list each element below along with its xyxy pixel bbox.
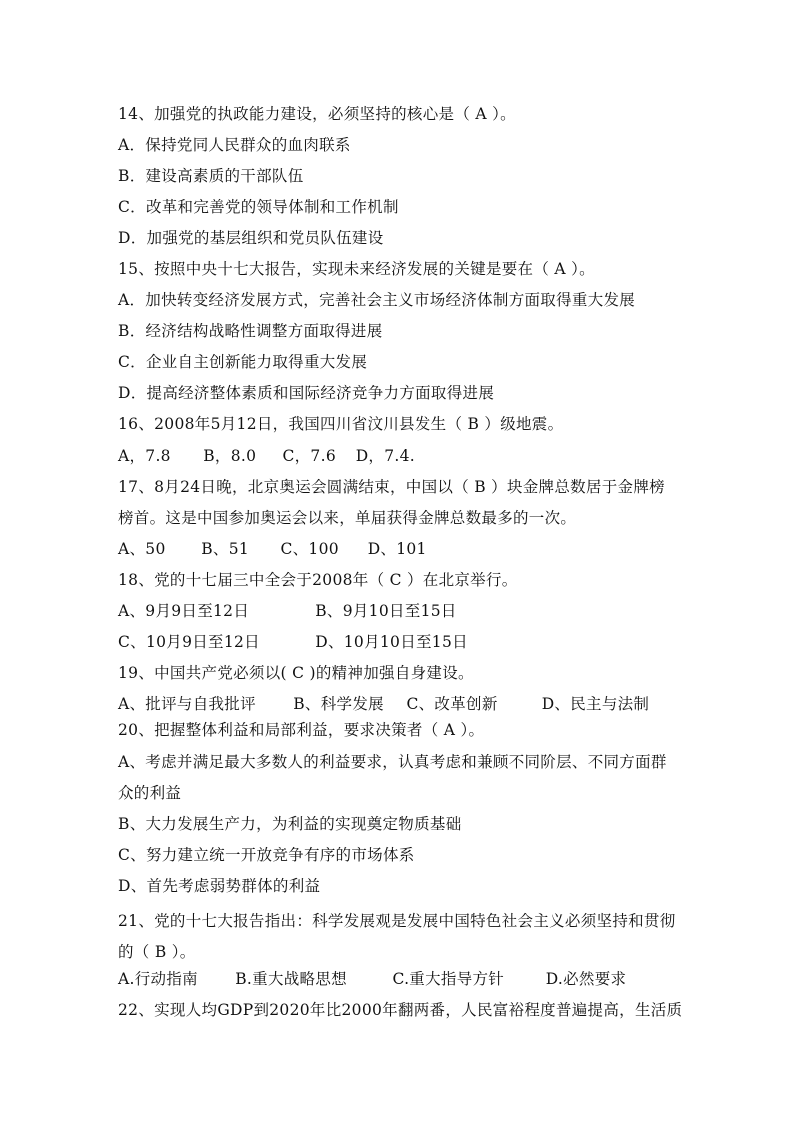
question-20-option-a-line-2: 众的利益	[118, 784, 182, 802]
question-20-option-b: B、大力发展生产力，为利益的实现奠定物质基础	[118, 815, 462, 833]
question-15-option-b: B．经济结构战略性调整方面取得进展	[118, 322, 383, 340]
question-20-option-c: C、努力建立统一开放竞争有序的市场体系	[118, 846, 415, 864]
question-18-option-c: C、10月9日至12日	[118, 633, 260, 651]
question-16-option-a: A，7.8	[118, 447, 171, 465]
question-18-option-d: D、10月10日至15日	[315, 633, 468, 651]
question-19-stem: 19、中国共产党必须以( C )的精神加强自身建设。	[118, 664, 474, 682]
question-18-stem: 18、党的十七届三中全会于2008年（ C ）在北京举行。	[118, 571, 518, 589]
question-16-option-b: B，8.0	[203, 447, 257, 465]
question-14-option-b: B．建设高素质的干部队伍	[118, 167, 304, 185]
question-14-option-a: A．保持党同人民群众的血肉联系	[118, 136, 351, 154]
question-17-option-c: C、100	[280, 540, 339, 558]
question-20-stem: 20、把握整体利益和局部利益，要求决策者（ A ）。	[118, 721, 485, 739]
question-17-stem-line-1: 17、8月24日晚，北京奥运会圆满结束，中国以（ B ）块金牌总数居于金牌榜	[118, 478, 665, 496]
question-17-options	[118, 539, 678, 559]
question-18-options-row-1	[118, 601, 678, 621]
question-17-stem-line-2: 榜首。这是中国参加奥运会以来，单届获得金牌总数最多的一次。	[118, 509, 577, 527]
question-15-option-a: A．加快转变经济发展方式，完善社会主义市场经济体制方面取得重大发展	[118, 291, 636, 309]
question-21-stem-line-2: 的（ B ）。	[118, 943, 196, 961]
question-21-option-b: B.重大战略思想	[235, 970, 347, 988]
question-15-option-d: D．提高经济整体素质和国际经济竞争力方面取得进展	[118, 384, 495, 402]
question-15-stem: 15、按照中央十七大报告，实现未来经济发展的关键是要在（ A ）。	[118, 260, 595, 278]
question-20-option-d: D、首先考虑弱势群体的利益	[118, 877, 321, 895]
question-19-option-d: D、民主与法制	[541, 695, 650, 713]
question-14-option-c: C．改革和完善党的领导体制和工作机制	[118, 198, 399, 216]
question-21-stem-line-1: 21、党的十七大报告指出：科学发展观是发展中国特色社会主义必须坚持和贯彻	[118, 912, 676, 930]
question-17-option-b: B、51	[201, 540, 250, 558]
question-19-options	[118, 694, 678, 714]
question-16-option-d: D，7.4.	[355, 447, 416, 465]
question-21-option-a: A.行动指南	[118, 970, 198, 988]
question-16-option-c: C，7.6	[282, 447, 336, 465]
question-14-stem: 14、加强党的执政能力建设，必须坚持的核心是（ A ）。	[118, 105, 516, 123]
question-21-option-d: D.必然要求	[545, 970, 627, 988]
question-14-option-d: D．加强党的基层组织和党员队伍建设	[118, 229, 384, 247]
question-17-option-a: A、50	[118, 540, 166, 558]
question-17-option-d: D、101	[367, 540, 427, 558]
question-21-options	[118, 969, 678, 989]
question-18-option-b: B、9月10日至15日	[315, 602, 457, 620]
question-21-option-c: C.重大指导方针	[392, 970, 505, 988]
question-18-option-a: A、9月9日至12日	[118, 602, 250, 620]
question-19-option-b: B、科学发展	[293, 695, 384, 713]
question-19-option-c: C、改革创新	[406, 695, 498, 713]
question-16-stem: 16、2008年5月12日，我国四川省汶川县发生（ B ）级地震。	[118, 415, 564, 433]
question-16-options	[118, 446, 678, 466]
question-20-option-a-line-1: A、考虑并满足最大多数人的利益要求，认真考虑和兼顾不同阶层、不同方面群	[118, 753, 667, 771]
question-22-stem: 22、实现人均GDP到2020年比2000年翻两番，人民富裕程度普遍提高，生活质	[118, 1001, 683, 1019]
question-18-options-row-2	[118, 632, 678, 652]
question-19-option-a: A、批评与自我批评	[118, 695, 256, 713]
question-15-option-c: C．企业自主创新能力取得重大发展	[118, 353, 368, 371]
